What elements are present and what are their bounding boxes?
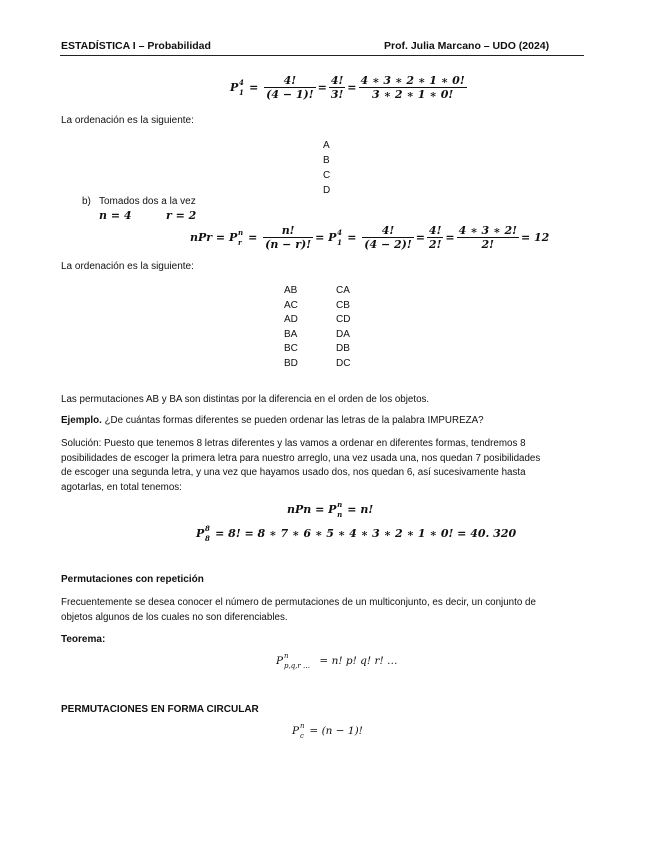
repetition-paragraph [61, 596, 591, 625]
header-rule [60, 55, 584, 56]
example-label: Ejemplo. [61, 415, 102, 426]
part-b-text: Tomados dos a la vez [99, 196, 196, 207]
text-line: Frecuentemente se desea conocer el número de permutaciones de un multiconjunto, es decir, un conjunto de [61, 597, 536, 608]
text-line: objetos algunos de los cuales no son diferenciables. [61, 611, 288, 623]
eq1-frac3: $\frac{4 ∗ 3 ∗ 2 ∗ 1 ∗ 0!}{3 ∗ 2 ∗ 1 ∗ 0!}$ [360, 74, 465, 101]
eq1-frac2: $\frac{4!}{3!}$ [330, 74, 344, 101]
list-item: B [323, 155, 330, 166]
ordering-label-1: La ordenación es la siguiente: [61, 115, 194, 126]
list-item: C [323, 170, 331, 181]
list-item: CB [336, 299, 350, 311]
header-left: ESTADÍSTICA I – Probabilidad [61, 40, 211, 52]
list-item: BA [284, 328, 298, 340]
n-value: n = 4 [99, 209, 132, 222]
theorem-label: Teorema: [61, 634, 106, 645]
solution-paragraph [61, 437, 591, 495]
text-line: posibilidades de escoger la primera letra para nuestro arreglo, una vez usada una, nos quedan 7 posibilidades [61, 452, 541, 464]
pairs-right-column [336, 284, 350, 372]
text-line: agotarlas, en total tenemos: [61, 481, 182, 493]
eq1-lhs: P 4 1 [230, 78, 244, 97]
section-title-repetition: Permutaciones con repetición [61, 574, 204, 585]
text-line: de escoger una segunda letra, y una vez que hayamos usado dos, nos quedan 6, así sucesivamente hasta [61, 467, 526, 479]
list-item: DC [336, 357, 351, 369]
example-paragraph [61, 414, 591, 429]
part-b-label: b) [82, 196, 91, 207]
list-item: CD [336, 314, 351, 326]
ordering-label-2: La ordenación es la siguiente: [61, 261, 194, 272]
equation-npr: nPr = P n r = $\frac{n!}{(n - r)!}$ = P 4 1 = $\frac{4!}{(4 - 2)!}$ = $\frac{4!}{2!}$ = $\frac{4 ∗ 3 ∗ 2!}{2!}$ = 12 [190, 224, 550, 251]
section-title-circular: PERMUTACIONES EN FORMA CIRCULAR [61, 704, 259, 715]
list-item: A [323, 140, 330, 151]
list-item: AC [284, 299, 298, 311]
list-item: AD [284, 314, 298, 326]
list-item: AB [284, 285, 298, 296]
note-paragraph: Las permutaciones AB y BA son distintas por la diferencia en el orden de los objetos. [61, 394, 430, 405]
equation-multiset: P n p,q,r … = n! p! q! r! … [276, 652, 398, 670]
list-item: BD [284, 357, 298, 369]
example-question: ¿De cuántas formas diferentes se pueden ordenar las letras de la palabra IMPUREZA? [101, 415, 484, 426]
r-value: r = 2 [166, 209, 197, 222]
list-item: DA [336, 328, 350, 340]
list-item: DB [336, 343, 350, 355]
equation-npn: nPn = P n n = n! [287, 500, 374, 519]
equation-circular: P n c = (n − 1)! [292, 722, 363, 740]
equation-p41: P 4 1 = $\frac{4!}{(4 - 1)!}$ = $\frac{4!}{3!}$ = $\frac{4 ∗ 3 ∗ 2 ∗ 1 ∗ 0!}{3 ∗ 2 ∗ 1 ∗ 0!}$ [230, 74, 465, 101]
list-item: D [323, 185, 331, 196]
list-item: CA [336, 285, 350, 296]
text-line: Solución: Puesto que tenemos 8 letras diferentes y las vamos a ordenar en diferentes formas, tendremos 8 [61, 438, 526, 449]
list-item: BC [284, 343, 298, 355]
single-letter-list [323, 138, 330, 198]
eq1-frac1: $\frac{4!}{(4 - 1)!}$ [266, 74, 314, 101]
equation-p88: P 8 8 = 8! = 8 ∗ 7 ∗ 6 ∗ 5 ∗ 4 ∗ 3 ∗ 2 ∗ 1 ∗ 0! = 40. 320 [196, 524, 517, 543]
pairs-left-column [284, 284, 298, 372]
header-right: Prof. Julia Marcano – UDO (2024) [384, 40, 550, 52]
